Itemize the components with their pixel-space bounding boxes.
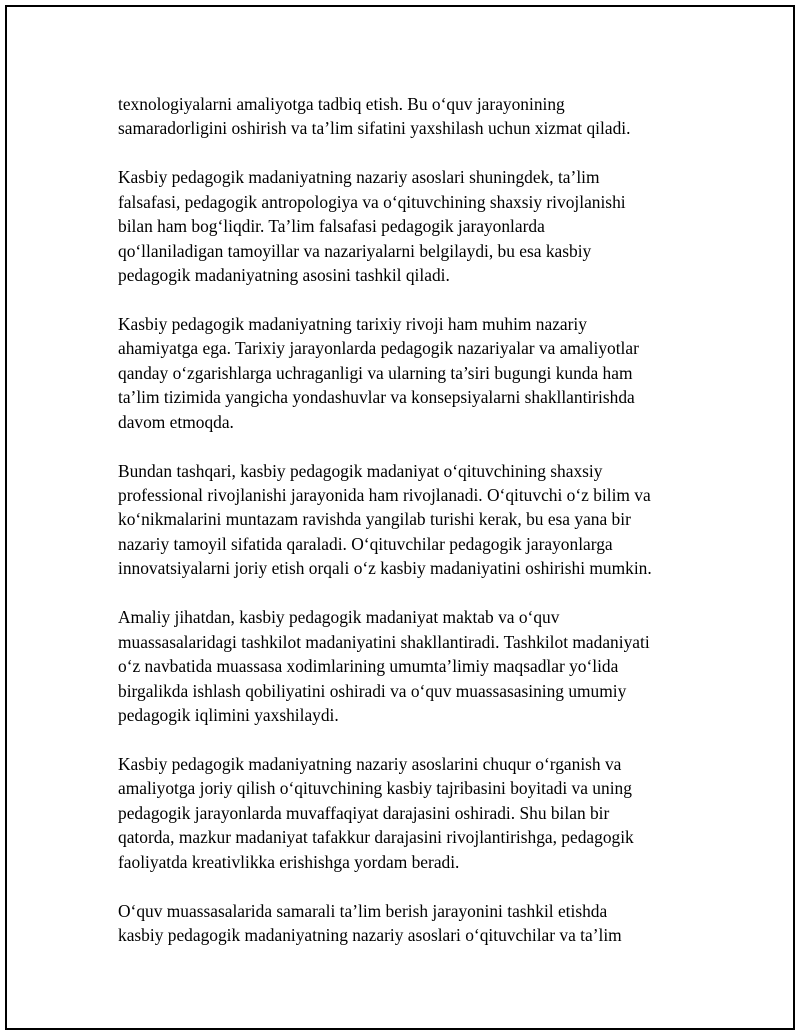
text-line: amaliyotga joriy qilish o‘qituvchining kasbiy tajribasini boyitadi va uning xyxy=(118,778,632,799)
paragraph-3 xyxy=(118,312,688,434)
paragraph-6 xyxy=(118,752,688,874)
text-line: o‘z navbatida muassasa xodimlarining umumta’limiy maqsadlar yo‘lida xyxy=(118,656,619,677)
text-line: pedagogik iqlimini yaxshilaydi. xyxy=(118,704,339,725)
paragraph-7 xyxy=(118,899,688,948)
paragraph-5 xyxy=(118,605,688,727)
text-line: ko‘nikmalarini muntazam ravishda yangilab turishi kerak, bu esa yana bir xyxy=(118,509,631,530)
text-line: Kasbiy pedagogik madaniyatning tarixiy rivoji ham muhim nazariy xyxy=(118,314,587,335)
text-line: kasbiy pedagogik madaniyatning nazariy asoslari o‘qituvchilar va ta’lim xyxy=(118,924,622,945)
text-line: davom etmoqda. xyxy=(118,411,234,432)
text-line: innovatsiyalarni joriy etish orqali o‘z kasbiy madaniyatini oshirishi mumkin. xyxy=(118,558,652,579)
text-line: Amaliy jihatdan, kasbiy pedagogik madaniyat maktab va o‘quv xyxy=(118,607,560,628)
text-line: ta’lim tizimida yangicha yondashuvlar va konsepsiyalarni shakllantirishda xyxy=(118,387,635,408)
text-line: Kasbiy pedagogik madaniyatning nazariy asoslarini chuqur o‘rganish va xyxy=(118,753,622,774)
paragraph-2 xyxy=(118,165,688,287)
text-line: falsafasi, pedagogik antropologiya va o‘qituvchining shaxsiy rivojlanishi xyxy=(118,191,626,212)
text-line: Kasbiy pedagogik madaniyatning nazariy asoslari shuningdek, ta’lim xyxy=(118,167,600,188)
text-line: pedagogik jarayonlarda muvaffaqiyat darajasini oshiradi. Shu bilan bir xyxy=(118,802,610,823)
text-line: qo‘llaniladigan tamoyillar va nazariyalarni belgilaydi, bu esa kasbiy xyxy=(118,240,592,261)
text-line: nazariy tamoyil sifatida qaraladi. O‘qituvchilar pedagogik jarayonlarga xyxy=(118,533,613,554)
text-line: ahamiyatga ega. Tarixiy jarayonlarda pedagogik nazariyalar va amaliyotlar xyxy=(118,338,639,359)
document-body xyxy=(118,92,688,972)
text-line: muassasalaridagi tashkilot madaniyatini shakllantiradi. Tashkilot madaniyati xyxy=(118,631,650,652)
text-line: Bundan tashqari, kasbiy pedagogik madaniyat o‘qituvchining shaxsiy xyxy=(118,460,603,481)
text-line: O‘quv muassasalarida samarali ta’lim berish jarayonini tashkil etishda xyxy=(118,900,608,921)
text-line: bilan ham bog‘liqdir. Ta’lim falsafasi pedagogik jarayonlarda xyxy=(118,216,545,237)
paragraph-4 xyxy=(118,459,688,581)
text-line: pedagogik madaniyatning asosini tashkil qiladi. xyxy=(118,265,450,286)
paragraph-1 xyxy=(118,92,688,141)
text-line: samaradorligini oshirish va ta’lim sifatini yaxshilash uchun xizmat qiladi. xyxy=(118,118,631,139)
text-line: faoliyatda kreativlikka erishishga yordam beradi. xyxy=(118,851,460,872)
text-line: qanday o‘zgarishlarga uchraganligi va ularning ta’siri bugungi kunda ham xyxy=(118,362,633,383)
text-line: professional rivojlanishi jarayonida ham rivojlanadi. O‘qituvchi o‘z bilim va xyxy=(118,485,651,506)
text-line: qatorda, mazkur madaniyat tafakkur darajasini rivojlantirishga, pedagogik xyxy=(118,827,634,848)
text-line: texnologiyalarni amaliyotga tadbiq etish. Bu o‘quv jarayonining xyxy=(118,94,565,114)
text-line: birgalikda ishlash qobiliyatini oshiradi va o‘quv muassasasining umumiy xyxy=(118,680,627,701)
